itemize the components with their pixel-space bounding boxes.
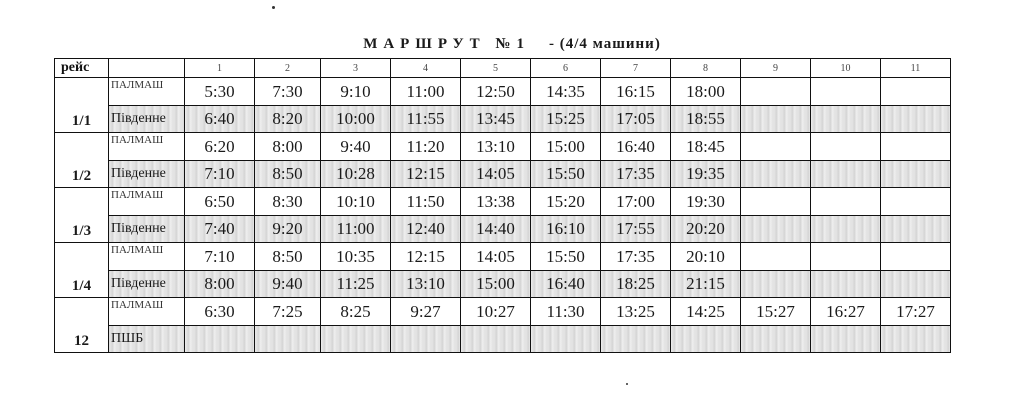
departure-time [811, 106, 881, 133]
departure-time: 10:27 [461, 298, 531, 326]
stop-name: Південне [109, 271, 185, 298]
column-number: 10 [811, 59, 881, 78]
departure-time [741, 133, 811, 161]
trip-number: 12 [55, 298, 109, 353]
departure-time [741, 78, 811, 106]
departure-time: 12:15 [391, 243, 461, 271]
departure-time [811, 78, 881, 106]
departure-time: 6:30 [185, 298, 255, 326]
departure-time [741, 161, 811, 188]
departure-time: 14:25 [671, 298, 741, 326]
column-number: 2 [255, 59, 321, 78]
departure-time: 9:40 [255, 271, 321, 298]
departure-time [321, 326, 391, 353]
departure-time: 10:10 [321, 188, 391, 216]
departure-time [881, 161, 951, 188]
departure-time: 18:45 [671, 133, 741, 161]
departure-time: 21:15 [671, 271, 741, 298]
departure-time: 20:10 [671, 243, 741, 271]
departure-time [461, 326, 531, 353]
table-row [55, 106, 951, 133]
departure-time: 12:40 [391, 216, 461, 243]
stop-name: Південне [109, 106, 185, 133]
departure-time [741, 326, 811, 353]
departure-time: 7:25 [255, 298, 321, 326]
departure-time [811, 243, 881, 271]
stop-name: ПШБ [109, 326, 185, 353]
trip-number: 1/1 [55, 78, 109, 133]
departure-time: 11:55 [391, 106, 461, 133]
column-number: 11 [881, 59, 951, 78]
departure-time: 6:20 [185, 133, 255, 161]
departure-time: 10:35 [321, 243, 391, 271]
table-row [55, 161, 951, 188]
departure-time [881, 133, 951, 161]
departure-time [881, 271, 951, 298]
departure-time: 19:35 [671, 161, 741, 188]
departure-time [881, 243, 951, 271]
departure-time: 15:00 [461, 271, 531, 298]
departure-time: 18:55 [671, 106, 741, 133]
stop-name: ПАЛМАШ [109, 243, 185, 271]
departure-time: 8:50 [255, 161, 321, 188]
departure-time: 12:50 [461, 78, 531, 106]
departure-time: 18:25 [601, 271, 671, 298]
trip-column-header: рейс [55, 59, 109, 78]
departure-time: 14:40 [461, 216, 531, 243]
schedule-table [54, 58, 951, 353]
departure-time [185, 326, 255, 353]
departure-time: 8:25 [321, 298, 391, 326]
column-number: 7 [601, 59, 671, 78]
fleet-note: - (4/4 машини) [548, 36, 661, 52]
stop-name: Південне [109, 216, 185, 243]
table-row [55, 216, 951, 243]
column-number: 6 [531, 59, 601, 78]
column-number: 8 [671, 59, 741, 78]
departure-time: 17:55 [601, 216, 671, 243]
table-row [55, 133, 951, 161]
stop-name: ПАЛМАШ [109, 298, 185, 326]
table-row [55, 326, 951, 353]
departure-time: 6:50 [185, 188, 255, 216]
departure-time: 15:50 [531, 161, 601, 188]
departure-time: 9:40 [321, 133, 391, 161]
departure-time [811, 216, 881, 243]
departure-time [811, 161, 881, 188]
departure-time: 9:20 [255, 216, 321, 243]
table-row [55, 298, 951, 326]
departure-time: 14:05 [461, 243, 531, 271]
departure-time: 15:25 [531, 106, 601, 133]
departure-time: 12:15 [391, 161, 461, 188]
departure-time: 13:25 [601, 298, 671, 326]
departure-time: 17:00 [601, 188, 671, 216]
departure-time: 16:27 [811, 298, 881, 326]
departure-time: 10:28 [321, 161, 391, 188]
departure-time [811, 188, 881, 216]
departure-time [671, 326, 741, 353]
departure-time [881, 78, 951, 106]
departure-time [391, 326, 461, 353]
departure-time [881, 216, 951, 243]
departure-time: 15:50 [531, 243, 601, 271]
departure-time [811, 271, 881, 298]
departure-time: 20:20 [671, 216, 741, 243]
departure-time: 16:40 [601, 133, 671, 161]
column-number: 9 [741, 59, 811, 78]
departure-time: 15:27 [741, 298, 811, 326]
departure-time: 15:00 [531, 133, 601, 161]
table-row [55, 188, 951, 216]
departure-time: 7:30 [255, 78, 321, 106]
departure-time: 11:00 [321, 216, 391, 243]
departure-time: 13:10 [461, 133, 531, 161]
stop-column-header [109, 59, 185, 78]
departure-time [811, 133, 881, 161]
column-number: 5 [461, 59, 531, 78]
departure-time [255, 326, 321, 353]
stop-name: Південне [109, 161, 185, 188]
departure-time: 8:00 [185, 271, 255, 298]
departure-time: 10:00 [321, 106, 391, 133]
scan-speck [272, 6, 275, 9]
departure-time: 13:38 [461, 188, 531, 216]
table-row [55, 78, 951, 106]
departure-time: 14:35 [531, 78, 601, 106]
page-title [0, 36, 1024, 53]
departure-time [881, 106, 951, 133]
departure-time: 13:10 [391, 271, 461, 298]
departure-time [741, 188, 811, 216]
departure-time: 8:30 [255, 188, 321, 216]
departure-time [531, 326, 601, 353]
column-number: 3 [321, 59, 391, 78]
route-title: МАРШРУТ №1 [363, 36, 530, 52]
departure-time: 11:50 [391, 188, 461, 216]
schedule-body [55, 78, 951, 353]
departure-time: 8:20 [255, 106, 321, 133]
departure-time: 15:20 [531, 188, 601, 216]
trip-number: 1/3 [55, 188, 109, 243]
departure-time: 11:20 [391, 133, 461, 161]
departure-time: 8:00 [255, 133, 321, 161]
departure-time: 8:50 [255, 243, 321, 271]
trip-number: 1/4 [55, 243, 109, 298]
departure-time: 9:27 [391, 298, 461, 326]
departure-time [741, 271, 811, 298]
departure-time: 13:45 [461, 106, 531, 133]
departure-time: 7:40 [185, 216, 255, 243]
departure-time: 11:30 [531, 298, 601, 326]
departure-time: 18:00 [671, 78, 741, 106]
departure-time: 11:00 [391, 78, 461, 106]
stop-name: ПАЛМАШ [109, 78, 185, 106]
scan-speck [626, 383, 628, 385]
departure-time [881, 188, 951, 216]
departure-time: 9:10 [321, 78, 391, 106]
departure-time: 16:15 [601, 78, 671, 106]
departure-time [741, 243, 811, 271]
departure-time: 11:25 [321, 271, 391, 298]
departure-time: 16:40 [531, 271, 601, 298]
table-row [55, 271, 951, 298]
departure-time: 5:30 [185, 78, 255, 106]
column-number: 4 [391, 59, 461, 78]
departure-time: 14:05 [461, 161, 531, 188]
departure-time: 17:27 [881, 298, 951, 326]
departure-time [601, 326, 671, 353]
stop-name: ПАЛМАШ [109, 133, 185, 161]
stop-name: ПАЛМАШ [109, 188, 185, 216]
table-row [55, 243, 951, 271]
departure-time [741, 106, 811, 133]
departure-time: 7:10 [185, 243, 255, 271]
column-number: 1 [185, 59, 255, 78]
trip-number: 1/2 [55, 133, 109, 188]
departure-time: 6:40 [185, 106, 255, 133]
departure-time: 16:10 [531, 216, 601, 243]
departure-time [741, 216, 811, 243]
departure-time: 17:35 [601, 161, 671, 188]
departure-time: 7:10 [185, 161, 255, 188]
header-row [55, 59, 951, 78]
departure-time [881, 326, 951, 353]
departure-time [811, 326, 881, 353]
departure-time: 19:30 [671, 188, 741, 216]
departure-time: 17:05 [601, 106, 671, 133]
departure-time: 17:35 [601, 243, 671, 271]
